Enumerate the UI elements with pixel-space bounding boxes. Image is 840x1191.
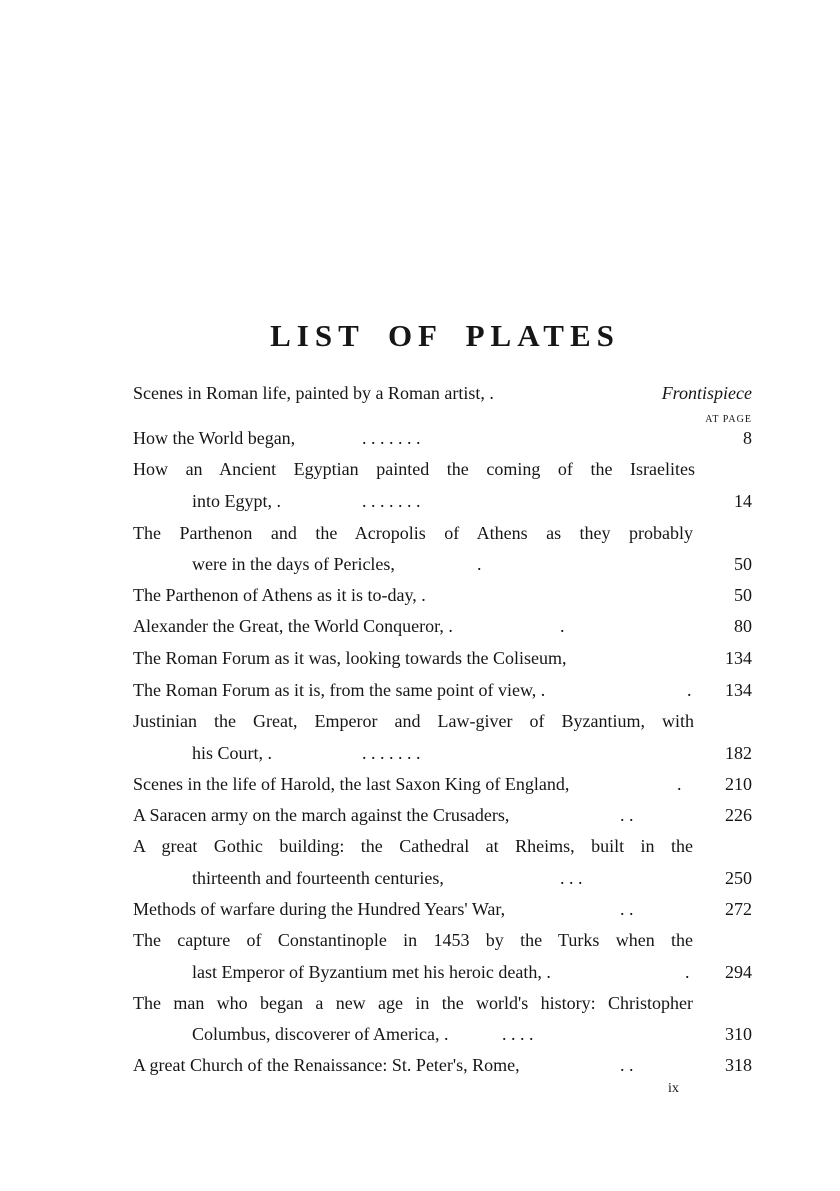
plate-entry <box>0 612 840 640</box>
plate-page-number: 50 <box>734 554 752 574</box>
plate-entry <box>0 926 840 954</box>
leader-dots: . . . . . . . <box>362 491 421 511</box>
plate-entry <box>0 676 840 704</box>
plate-entry <box>0 707 840 735</box>
plate-entry <box>0 895 840 923</box>
plate-title-line: The Parthenon of Athens as it is to-day, . <box>133 585 426 605</box>
plate-title-line: How the World began, <box>133 428 296 448</box>
plate-page-number: 250 <box>725 868 752 888</box>
plate-entry-continuation <box>0 1020 840 1048</box>
plate-entry <box>0 455 840 483</box>
plate-title-line: The capture of Constantinople in 1453 by the Turks when the <box>133 930 693 950</box>
plate-title-line: thirteenth and fourteenth centuries, <box>192 868 444 888</box>
plate-title-line: into Egypt, . <box>192 491 281 511</box>
plate-entry-continuation <box>0 739 840 767</box>
plate-title-line: A great Church of the Renaissance: St. Peter's, Rome, <box>133 1055 520 1075</box>
plate-page-number: 80 <box>734 616 752 636</box>
plate-title-line: his Court, . <box>192 743 273 763</box>
plate-entry-continuation <box>0 958 840 986</box>
plate-title-line: A Saracen army on the march against the Crusaders, <box>133 805 510 825</box>
leader-dots: . <box>560 616 565 636</box>
plate-title-line: last Emperor of Byzantium met his heroic death, . <box>192 962 551 982</box>
leader-dots: . . . . . . . <box>362 743 421 763</box>
plate-title-line: The Parthenon and the Acropolis of Athens as they probably <box>133 523 693 543</box>
plate-entry-continuation <box>0 550 840 578</box>
plate-page-number: 182 <box>725 743 752 763</box>
plate-page-number: 50 <box>734 585 752 605</box>
plate-entry <box>0 770 840 798</box>
plate-entry <box>0 519 840 547</box>
page-folio: ix <box>668 1081 679 1096</box>
plate-page-number: 14 <box>734 491 752 511</box>
plate-title-line: The Roman Forum as it was, looking towards the Coliseum, <box>133 648 567 668</box>
leader-dots: . . <box>620 1055 634 1075</box>
plate-page-number: 134 <box>725 648 752 668</box>
plate-page-number: 294 <box>725 962 752 982</box>
plate-title-line: How an Ancient Egyptian painted the coming of the Israelites <box>133 459 695 479</box>
leader-dots: . . . . . . . <box>362 428 421 448</box>
frontispiece-text: Scenes in Roman life, painted by a Roman artist, . <box>133 383 494 403</box>
plate-page-number: 318 <box>725 1055 752 1075</box>
plate-title-line: Scenes in the life of Harold, the last Saxon King of England, <box>133 774 570 794</box>
plate-title-line: A great Gothic building: the Cathedral at Rheims, built in the <box>133 836 693 856</box>
leader-dots: . . <box>620 899 634 919</box>
plate-title-line: Methods of warfare during the Hundred Years' War, <box>133 899 506 919</box>
plate-title-line: Justinian the Great, Emperor and Law-giver of Byzantium, with <box>133 711 694 731</box>
plate-page-number: 226 <box>725 805 752 825</box>
plate-page-number: 8 <box>743 428 752 448</box>
plate-page-number: 134 <box>725 680 752 700</box>
plate-title-line: were in the days of Pericles, <box>192 554 395 574</box>
plate-title-line: The Roman Forum as it is, from the same point of view, . <box>133 680 546 700</box>
leader-dots: . <box>685 962 690 982</box>
leader-dots: . <box>477 554 482 574</box>
plate-entry <box>0 989 840 1017</box>
plate-page-number: 272 <box>725 899 752 919</box>
plate-entry-continuation <box>0 864 840 892</box>
plate-entry <box>0 424 840 452</box>
leader-dots: . . <box>620 805 634 825</box>
leader-dots: . <box>687 680 692 700</box>
plate-entry <box>0 801 840 829</box>
plate-entry <box>0 1051 840 1079</box>
at-page-label: AT PAGE <box>705 414 752 425</box>
leader-dots: . . . <box>560 868 583 888</box>
page-title: LIST OF PLATES <box>270 318 620 353</box>
leader-dots: . <box>677 774 682 794</box>
plate-page-number: 210 <box>725 774 752 794</box>
plate-title-line: Alexander the Great, the World Conqueror, . <box>133 616 453 636</box>
plate-entry <box>0 644 840 672</box>
plate-title-line: Columbus, discoverer of America, . <box>192 1024 449 1044</box>
leader-dots: . . . . <box>502 1024 534 1044</box>
plate-entry <box>0 832 840 860</box>
frontispiece-label: Frontispiece <box>661 383 752 403</box>
plate-page-number: 310 <box>725 1024 752 1044</box>
plate-title-line: The man who began a new age in the world's history: Christopher <box>133 993 693 1013</box>
plate-entry <box>0 581 840 609</box>
plate-entry-continuation <box>0 487 840 515</box>
